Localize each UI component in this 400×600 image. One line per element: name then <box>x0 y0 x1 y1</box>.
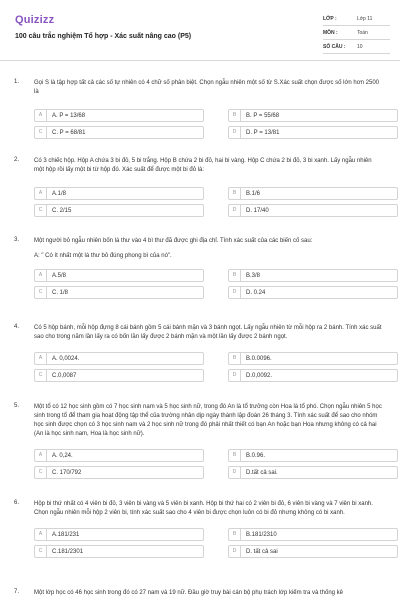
answer-option-c[interactable] <box>34 466 204 479</box>
option-text: B.3/8 <box>246 272 261 279</box>
answer-option-d[interactable] <box>228 545 398 558</box>
answer-option-d[interactable] <box>228 126 398 139</box>
question-text: Gọi S là tập hợp tất cả các số tự nhiên có 4 chữ số phân biệt. Chọn ngẫu nhiên một số từ S.Xác suất chọn được số lớn hơn 2500 là <box>34 80 380 95</box>
option-letter: D <box>229 205 241 216</box>
question-number: 3. <box>14 237 20 243</box>
question-1 <box>14 79 382 139</box>
answer-option-b[interactable] <box>228 269 398 282</box>
answer-option-a[interactable] <box>34 269 204 282</box>
answer-option-d[interactable] <box>228 369 398 382</box>
option-letter: B <box>229 529 241 540</box>
option-text: A. P = 13/68 <box>52 112 86 119</box>
answer-option-b[interactable] <box>228 187 398 200</box>
answer-options <box>34 187 382 217</box>
worksheet-title: 100 câu trắc nghiệm Tổ hợp - Xác suất nâng cao (P5) <box>15 33 192 40</box>
question-text: Có 3 chiếc hộp. Hộp A chứa 3 bi đỏ, 5 bi trắng. Hộp B chứa 2 bi đỏ, hai bi vàng. Hộp C chứa 2 bi đỏ, 3 bi xanh. Lấy ngẫu nhiên một hộp rồi lấy một bi từ hộp đó. Xác suất để được một bi đỏ là: <box>34 158 372 173</box>
option-text: D. 17/40 <box>246 207 269 214</box>
answer-option-b[interactable] <box>228 352 398 365</box>
option-letter: C <box>35 546 47 557</box>
question-2 <box>14 157 382 217</box>
answer-option-b[interactable] <box>228 449 398 462</box>
option-letter: A <box>35 529 47 540</box>
option-letter: D <box>229 127 241 138</box>
answer-options <box>34 269 382 299</box>
answer-option-a[interactable] <box>34 187 204 200</box>
option-text: A.181/231 <box>52 531 80 538</box>
option-letter: B <box>229 110 241 121</box>
option-text: D. 0.24 <box>246 289 266 296</box>
option-letter: B <box>229 188 241 199</box>
answer-option-a[interactable] <box>34 109 204 122</box>
option-text: B.181/2310 <box>246 531 277 538</box>
question-text: Một người bỏ ngẫu nhiên bốn lá thư vào 4 bì thư đã được ghi địa chỉ. Tính xác suất của các biến cố sau: <box>34 238 313 244</box>
answer-options <box>34 352 382 382</box>
option-text: A. 0,0024. <box>52 355 80 362</box>
question-text: Một tổ có 12 học sinh gồm có 7 học sinh nam và 5 học sinh nữ, trong đó An là tổ trưởng còn Hoa là tổ phó. Chọn ngẫu nhiên 5 học sinh trong tổ để tham gia hoạt động tập thể của trường nhân dịp ngày thành lập đoàn 26 tháng 3. Tính xác suất để sao cho nhóm học sinh được chọn có 3 học sinh nam và 2 học sinh nữ trong đó phải nhất thiết có bạn An hoặc bạn Hoa nhưng không có cả hai (An là học sinh nam, Hoa là học sinh nữ). <box>34 404 382 437</box>
option-text: C. P = 68/81 <box>52 129 86 136</box>
question-number: 6. <box>14 500 20 506</box>
meta-value: 10 <box>357 43 363 50</box>
quizizz-logo: Quizizz <box>15 14 55 26</box>
answer-option-d[interactable] <box>228 286 398 299</box>
option-letter: C <box>35 287 47 298</box>
option-text: D. P = 13/81 <box>246 129 280 136</box>
option-letter: C <box>35 370 47 381</box>
option-letter: B <box>229 450 241 461</box>
answer-options <box>34 109 382 139</box>
answer-option-b[interactable] <box>228 109 398 122</box>
option-letter: C <box>35 467 47 478</box>
answer-option-a[interactable] <box>34 449 204 462</box>
question-number: 7. <box>14 589 20 595</box>
answer-option-d[interactable] <box>228 204 398 217</box>
option-letter: C <box>35 205 47 216</box>
option-letter: C <box>35 127 47 138</box>
option-text: B. P = 55/68 <box>246 112 280 119</box>
worksheet-meta <box>323 12 390 54</box>
question-number: 5. <box>14 403 20 409</box>
option-text: D. tất cả sai <box>246 548 278 555</box>
answer-option-b[interactable] <box>228 528 398 541</box>
option-letter: D <box>229 467 241 478</box>
question-number: 1. <box>14 79 20 85</box>
option-text: B.1/6 <box>246 190 261 197</box>
answer-options <box>34 528 382 558</box>
answer-option-a[interactable] <box>34 528 204 541</box>
answer-options <box>34 449 382 479</box>
option-text: C. 2/15 <box>52 207 72 214</box>
option-letter: A <box>35 110 47 121</box>
option-letter: D <box>229 546 241 557</box>
meta-key: LỚP : <box>323 15 337 22</box>
question-4 <box>14 324 382 382</box>
option-text: A. 0,24. <box>52 452 73 459</box>
option-text: B.0.96. <box>246 452 266 459</box>
answer-option-c[interactable] <box>34 204 204 217</box>
option-letter: B <box>229 353 241 364</box>
answer-option-d[interactable] <box>228 466 398 479</box>
question-subtext: A: " Có ít nhất một lá thư bỏ đúng phong bì của nó". <box>34 253 172 259</box>
meta-value: Toán <box>357 29 368 36</box>
answer-option-c[interactable] <box>34 126 204 139</box>
option-letter: A <box>35 188 47 199</box>
option-text: A.1/8 <box>52 190 67 197</box>
question-text: Một lớp học có 46 học sinh trong đó có 27 nam và 19 nữ. Đầu giờ truy bài cán bộ phụ trách lớp kiểm tra và thống kê <box>34 590 343 596</box>
option-text: A.5/8 <box>52 272 67 279</box>
option-letter: B <box>229 270 241 281</box>
option-text: C.0,0087 <box>52 372 77 379</box>
question-text: Hộp bi thứ nhất có 4 viên bi đỏ, 3 viên bi vàng và 5 viên bi xanh. Hộp bi thứ hai có 2 viên bi đỏ, 6 viên bi vàng và 7 viên bi xanh. Chọn ngẫu nhiên mỗi hộp 2 viên bi, tính xác suất sao cho 4 viên bi được chọn luôn có bi đỏ nhưng không có bi xanh. <box>34 501 373 516</box>
question-5 <box>14 403 382 479</box>
option-text: D.tất cả sai. <box>246 469 278 476</box>
answer-option-c[interactable] <box>34 286 204 299</box>
question-7 <box>14 589 382 598</box>
question-3 <box>14 237 382 299</box>
meta-value: Lớp 11 <box>357 15 373 22</box>
question-6 <box>14 500 382 558</box>
option-text: C. 170/792 <box>52 469 82 476</box>
question-number: 4. <box>14 324 20 330</box>
answer-option-c[interactable] <box>34 545 204 558</box>
question-number: 2. <box>14 157 20 163</box>
option-text: B.0.0096. <box>246 355 272 362</box>
option-letter: A <box>35 270 47 281</box>
option-text: C. 1/8 <box>52 289 69 296</box>
meta-row-class <box>323 12 390 26</box>
answer-option-a[interactable] <box>34 352 204 365</box>
option-text: D.0,0092. <box>246 372 273 379</box>
worksheet-header <box>0 0 400 61</box>
meta-key: SỐ CÂU : <box>323 43 346 50</box>
option-letter: A <box>35 450 47 461</box>
answer-option-c[interactable] <box>34 369 204 382</box>
meta-row-subject <box>323 26 390 40</box>
meta-row-count <box>323 40 390 54</box>
option-text: C.181/2301 <box>52 548 84 555</box>
option-letter: A <box>35 353 47 364</box>
meta-key: MÔN : <box>323 29 338 36</box>
option-letter: D <box>229 287 241 298</box>
option-letter: D <box>229 370 241 381</box>
question-text: Có 5 hộp bánh, mỗi hộp đựng 8 cái bánh gồm 5 cái bánh mặn và 3 bánh ngọt. Lấy ngẫu nhiên từ mỗi hộp ra 2 bánh. Tính xác suất sao cho trong năm lần lấy ra có bốn lần lấy được 2 bánh mặn và một lần lấy được 2 bánh ngọt. <box>34 325 382 340</box>
